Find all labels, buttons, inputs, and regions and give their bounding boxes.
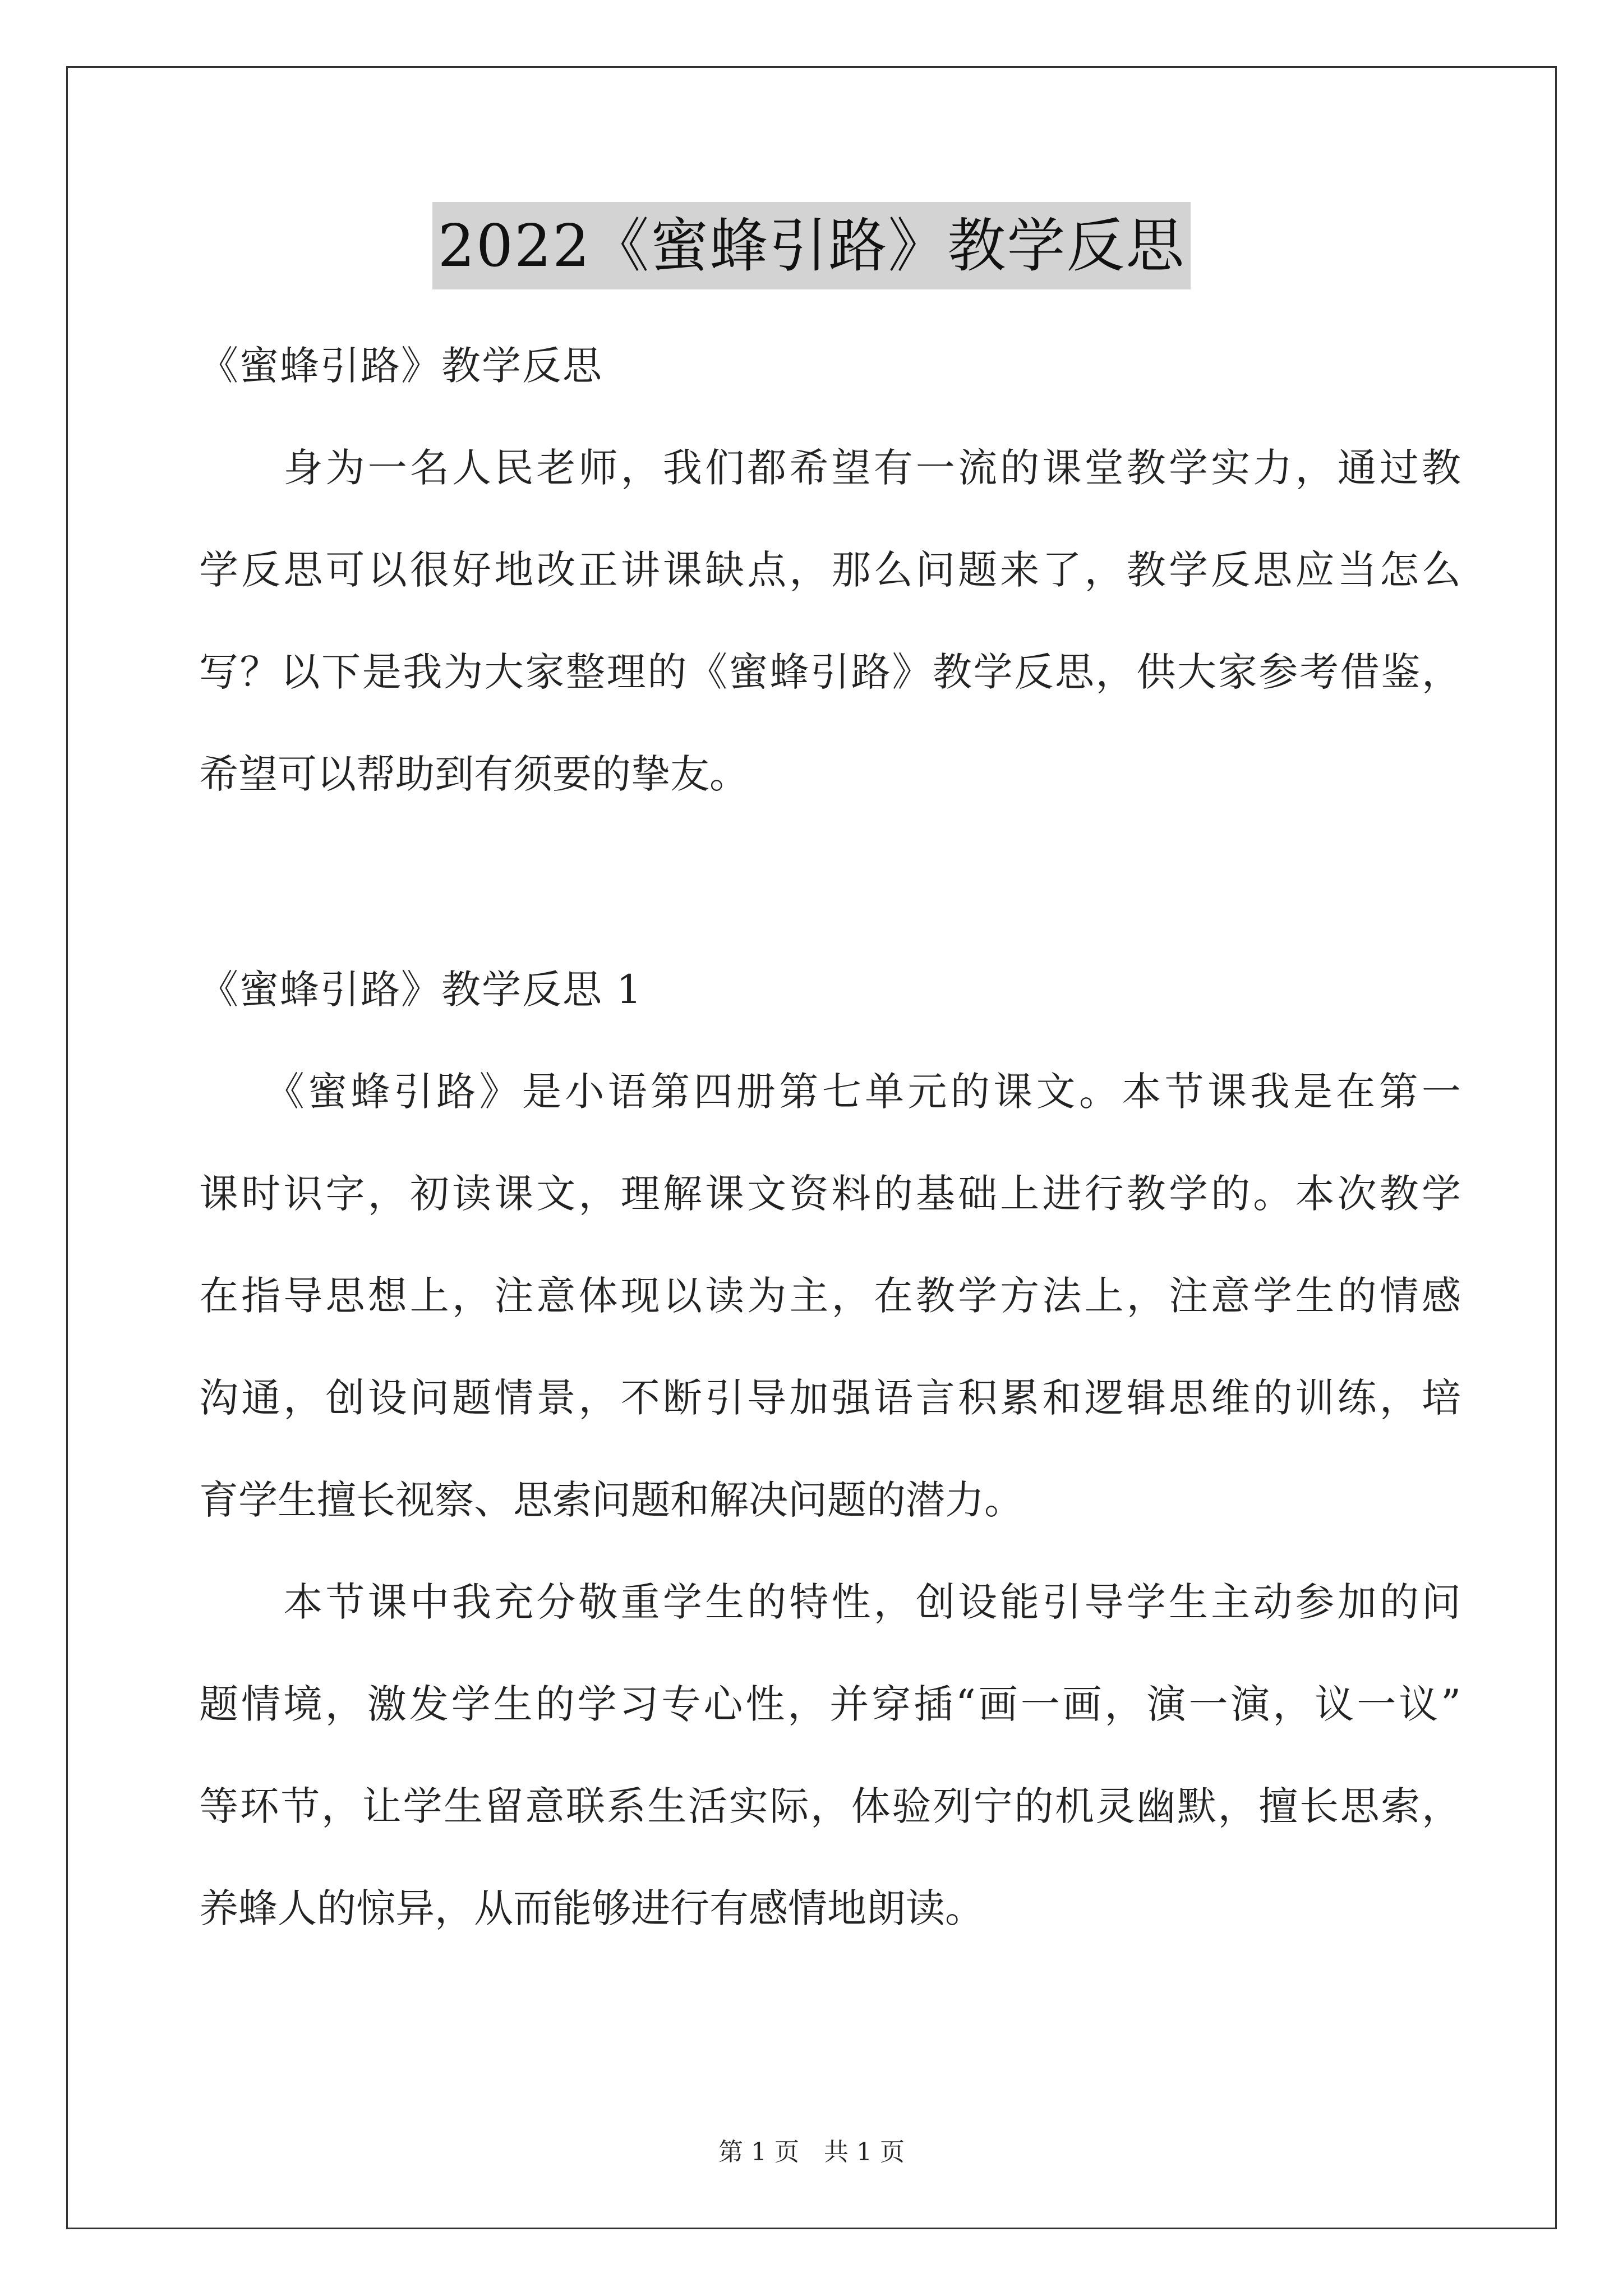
section-heading: 《蜜蜂引路》教学反思 1: [199, 967, 643, 1013]
paragraph-line: 本节课中我充分敬重学生的特性，创设能引导学生主动参加的问: [199, 1579, 1461, 1625]
paragraph-1: [199, 1069, 1461, 1522]
document-title: 2022《蜜蜂引路》教学反思: [432, 202, 1191, 289]
document-body: [199, 343, 1461, 1931]
subtitle: 《蜜蜂引路》教学反思: [199, 343, 603, 389]
paragraph-2: [199, 1580, 1461, 1931]
paragraph-line: 在指导思想上，注意体现以读为主，在教学方法上，注意学生的情感: [199, 1273, 1461, 1319]
paragraph-line: 身为一名人民老师，我们都希望有一流的课堂教学实力，通过教: [199, 445, 1461, 491]
paragraph-line: 写？以下是我为大家整理的《蜜蜂引路》教学反思，供大家参考借鉴，: [199, 649, 1461, 695]
paragraph-line: 课时识字，初读课文，理解课文资料的基础上进行教学的。本次教学: [199, 1171, 1461, 1217]
paragraph-line: 希望可以帮助到有须要的挚友。: [199, 751, 749, 797]
intro-paragraph: [199, 445, 1461, 797]
paragraph-line: 沟通，创设问题情景，不断引导加强语言积累和逻辑思维的训练，培: [199, 1375, 1461, 1421]
page-footer: 第 1 页 共 1 页: [718, 2138, 905, 2166]
paragraph-line: 学反思可以很好地改正讲课缺点，那么问题来了，教学反思应当怎么: [199, 547, 1461, 593]
paragraph-line: 育学生擅长视察、思索问题和解决问题的潜力。: [199, 1477, 1023, 1523]
title-container: [0, 202, 1623, 289]
paragraph-line: 养蜂人的惊异，从而能够进行有感情地朗读。: [199, 1885, 984, 1931]
paragraph-line: 《蜜蜂引路》是小语第四册第七单元的课文。本节课我是在第一: [199, 1069, 1461, 1115]
paragraph-line: 题情境，激发学生的学习专心性，并穿插“画一画，演一演，议一议”: [199, 1681, 1461, 1727]
paragraph-line: 等环节，让学生留意联系生活实际，体验列宁的机灵幽默，擅长思索，: [199, 1783, 1461, 1829]
